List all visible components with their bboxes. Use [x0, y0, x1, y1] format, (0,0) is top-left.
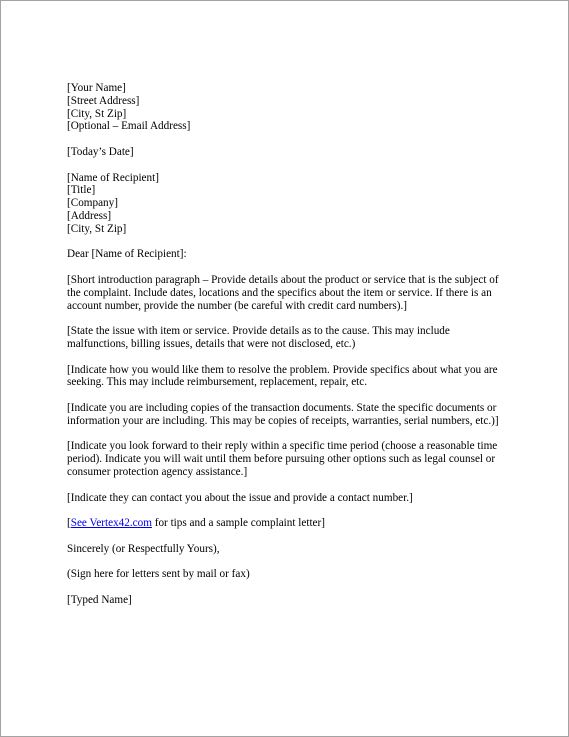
paragraph-line: information your are including. This may be copies of receipts, warranties, serial numbers, etc.)]	[67, 414, 499, 427]
intro-paragraph	[67, 274, 503, 312]
recipient-company: [Company]	[67, 197, 118, 210]
recipient-block	[67, 172, 503, 236]
paragraph-line: account number, provide the number (be careful with credit card numbers).]	[67, 299, 408, 312]
vertex42-link[interactable]: See Vertex42.com	[70, 517, 152, 530]
paragraph-line: seeking. This may include reimbursement, replacement, repair, etc.	[67, 376, 368, 389]
recipient-city: [City, St Zip]	[67, 222, 127, 235]
resolution-paragraph	[67, 364, 503, 390]
reply-paragraph	[67, 440, 503, 478]
paragraph-line: [Short introduction paragraph – Provide details about the product or service that is the subject of	[67, 273, 499, 286]
paragraph-line: malfunctions, billing issues, details that were not disclosed, etc.)	[67, 337, 356, 350]
paragraph-line: the complaint. Include dates, locations and the specifics about the item or service. If there is an	[67, 286, 492, 299]
sender-email: [Optional – Email Address]	[67, 120, 191, 133]
paragraph-line: [Indicate they can contact you about the issue and provide a contact number.]	[67, 491, 413, 504]
tip-open-bracket: [	[67, 517, 71, 530]
sender-block	[67, 82, 503, 133]
sender-street: [Street Address]	[67, 94, 140, 107]
sender-name: [Your Name]	[67, 82, 126, 94]
sender-city: [City, St Zip]	[67, 107, 127, 120]
paragraph-line: [Indicate you look forward to their reply within a specific time period (choose a reasonable time	[67, 440, 498, 453]
contact-paragraph	[67, 492, 503, 505]
documents-paragraph	[67, 402, 503, 428]
closing: Sincerely (or Respectfully Yours),	[67, 542, 220, 555]
letter-body	[67, 82, 503, 607]
issue-paragraph	[67, 325, 503, 351]
signature-note: (Sign here for letters sent by mail or fax)	[67, 568, 250, 581]
recipient-address: [Address]	[67, 209, 112, 222]
paragraph-line: [Indicate you are including copies of the transaction documents. State the specific documents or	[67, 401, 497, 414]
typed-name: [Typed Name]	[67, 593, 132, 606]
recipient-title: [Title]	[67, 184, 96, 197]
tip-line	[67, 517, 503, 530]
salutation: Dear [Name of Recipient]:	[67, 248, 187, 261]
recipient-name: [Name of Recipient]	[67, 171, 159, 184]
paragraph-line: consumer protection agency assistance.]	[67, 465, 248, 478]
paragraph-line: [State the issue with item or service. Provide details as to the cause. This may include	[67, 325, 450, 338]
letter-date: [Today’s Date]	[67, 145, 134, 158]
tip-rest: for tips and a sample complaint letter]	[151, 517, 325, 530]
paragraph-line: [Indicate how you would like them to resolve the problem. Provide specifics about what you are	[67, 363, 498, 376]
paragraph-line: period). Indicate you will wait until them before pursuing other options such as legal counsel or	[67, 453, 496, 466]
